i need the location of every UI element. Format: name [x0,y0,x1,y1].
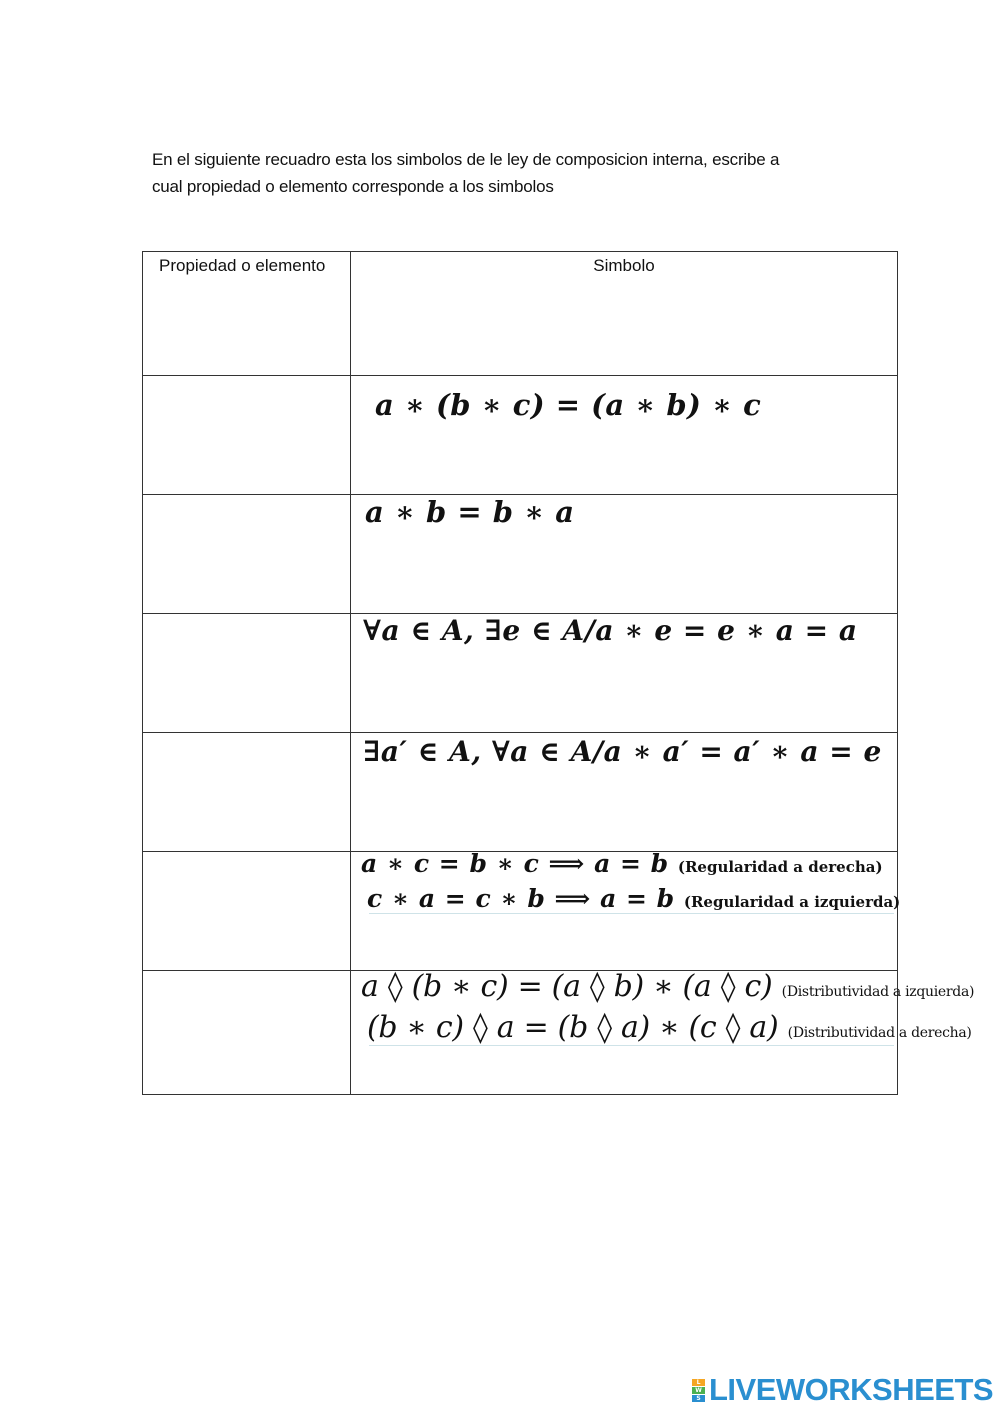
symbol-cell [351,733,898,852]
symbol-cell [351,849,901,971]
header-symbol: Simbolo [351,252,898,376]
answer-input-1[interactable] [157,416,341,444]
formula-distributive-left: a ◊ (b ∗ c) = (a ◊ b) ∗ (a ◊ c) [361,969,773,1004]
properties-table [142,251,975,1095]
formula-distributive [361,969,975,1046]
table-row [143,495,898,614]
answer-cell[interactable] [143,495,351,614]
formula-regularity-left: c ∗ a = c ∗ b ⟹ a = b [367,884,675,913]
instructions-line-2: cual propiedad o elemento corresponde a los simbolos [152,177,554,196]
table-row [143,852,898,971]
logo-mark-letter: L [692,1379,705,1386]
answer-input-5[interactable] [157,892,341,920]
formula-regularity-right: a ∗ c = b ∗ c ⟹ a = b [361,849,669,878]
formula-regularity [361,849,901,914]
instructions [152,146,872,200]
liveworksheets-logo [692,1373,993,1407]
answer-input-6[interactable] [157,1011,341,1039]
table-row [143,733,898,852]
answer-cell[interactable] [143,376,351,495]
formula-commutative: a ∗ b = b ∗ a [365,495,575,529]
logo-mark-icon [692,1379,705,1402]
instructions-line-1: En el siguiente recuadro esta los simbolos de le ley de composicion interna, escribe a [152,150,780,169]
note-regularity-left: (Regularidad a izquierda) [683,893,901,911]
table-header-row [143,252,898,376]
symbol-cell [351,495,898,614]
table-row [143,971,898,1095]
divider [369,1045,894,1046]
answer-cell[interactable] [143,971,351,1095]
table-row [143,376,898,495]
answer-input-3[interactable] [157,654,341,682]
formula-inverse-element: ∃a′ ∈ A, ∀a ∈ A/a ∗ a′ = a′ ∗ a = e [363,735,882,768]
symbol-cell [351,614,898,733]
note-distributive-right: (Distributividad a derecha) [787,1025,972,1041]
answer-input-4[interactable] [157,773,341,801]
note-regularity-right: (Regularidad a derecha) [677,858,883,876]
logo-mark-letter: W [692,1387,705,1394]
header-property: Propiedad o elemento [143,252,351,376]
answer-cell[interactable] [143,733,351,852]
answer-cell[interactable] [143,614,351,733]
formula-associative: a ∗ (b ∗ c) = (a ∗ b) ∗ c [375,388,762,422]
divider [369,913,894,914]
formula-distributive-right: (b ∗ c) ◊ a = (b ◊ a) ∗ (c ◊ a) [367,1010,779,1045]
answer-input-2[interactable] [157,535,341,563]
table-row [143,614,898,733]
logo-text: LIVEWORKSHEETS [709,1372,994,1407]
symbol-cell [351,376,898,495]
note-distributive-left: (Distributividad a izquierda) [781,984,975,1000]
symbol-cell [351,969,975,1095]
answer-cell[interactable] [143,852,351,971]
logo-mark-letter: S [692,1395,705,1402]
formula-neutral-element: ∀a ∈ A, ∃e ∈ A/a ∗ e = e ∗ a = a [363,614,858,647]
